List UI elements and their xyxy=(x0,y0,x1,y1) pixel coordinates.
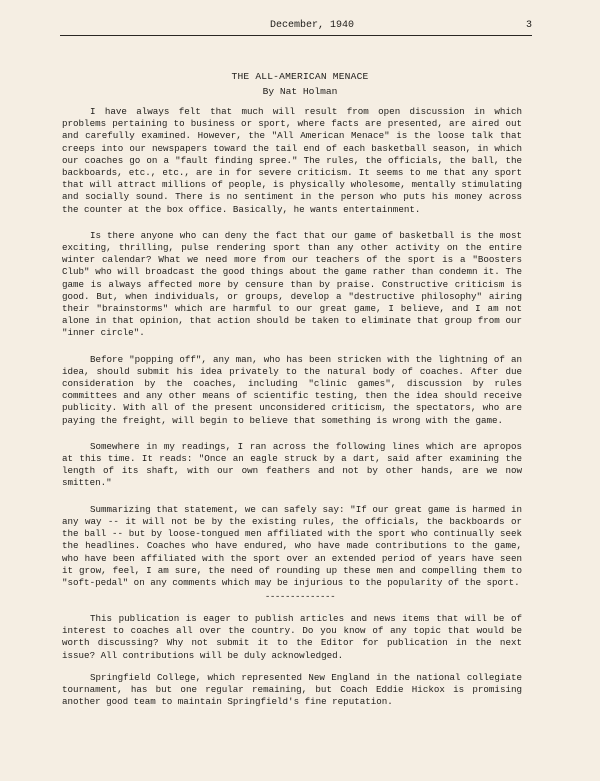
paragraph: Is there anyone who can deny the fact that our game of basketball is the most exciting, thrilling, pulse rendering sport than any other activity on the entire winter calendar? What we need more from our teachers of the sport is a "Boosters Club" who will broadcast the good things about the game rather than condemn it. The game is always affected more by censure than by praise. Constructive criticism is good. But, when individuals, or groups, develop a "destructive philosophy" airing their "brainstorms" which are harmful to our great game, I believe, and I am not alone in that opinion, that action should be taken to eliminate that group from our "inner circle". xyxy=(62,229,522,339)
header-date: December, 1940 xyxy=(270,20,355,31)
note-paragraph: This publication is eager to publish articles and news items that will be of interest to coaches all over the country. Do you know of any topic that would be worth discussing? Why not submit it to the Editor for publication in the next issue? All contributions will be duly acknowledged. xyxy=(62,613,522,661)
section-separator: -------------- xyxy=(264,591,336,602)
article-title: THE ALL-AMERICAN MENACE xyxy=(231,71,369,82)
paragraph: Summarizing that statement, we can safely say: "If our great game is harmed in any way -- it will not be by the existing rules, the officials, the backboards or the ball -- but by loose-tongued men affiliated with the sport who continually seek the headlines. Coaches who have endured, who have made contributions to the game, who have been affiliated with the sport over an extended period of years have seen it grow, feel, I am sure, the need of rounding up these men and compelling them to "soft-pedal" on any comments which may be injurious to the popularity of the sport. xyxy=(62,503,522,588)
header-rule xyxy=(60,35,532,36)
article-byline: By Nat Holman xyxy=(262,86,338,97)
paragraph: Before "popping off", any man, who has been stricken with the lightning of an idea, should submit his idea privately to the natural body of coaches. After due consideration by the coaches, including "clinic games", discussion by rules committees and any other means of scientific testing, then the idea should receive publicity. With all of the present unconsidered criticism, the spectators, who are paying the freight, will begin to believe that something is wrong with the game. xyxy=(62,353,522,426)
note-paragraph: Springfield College, which represented New England in the national collegiate tournament, has but one regular remaining, but Coach Eddie Hickox is promising another good team to maintain Springfield's fine reputation. xyxy=(62,671,522,708)
notes-section xyxy=(62,613,522,718)
article-body xyxy=(62,106,522,603)
paragraph: Somewhere in my readings, I ran across the following lines which are apropos at this time. It reads: "Once an eagle struck by a dart, said after examining the length of its shaft, with our own feathers and not by other hands, are we now smitten." xyxy=(62,440,522,489)
paragraph: I have always felt that much will result from open discussion in which problems pertaining to business or sport, where facts are presented, are aired out and carefully examined. However, the "All American Menace" is the loose talk that creeps into our newspapers toward the tail end of each basketball season, in which our coaches go on a "fault finding spree." The rules, the officials, the ball, the backboards, etc., etc., are in for severe criticism. It seems to me that any sport that will attract millions of people, is physically wholesome, mentally stimulating and socially sound. There is no sentiment in the person who puts his money across the counter at the box office. Basically, he wants entertainment. xyxy=(62,106,522,215)
page-number: 3 xyxy=(525,20,532,31)
